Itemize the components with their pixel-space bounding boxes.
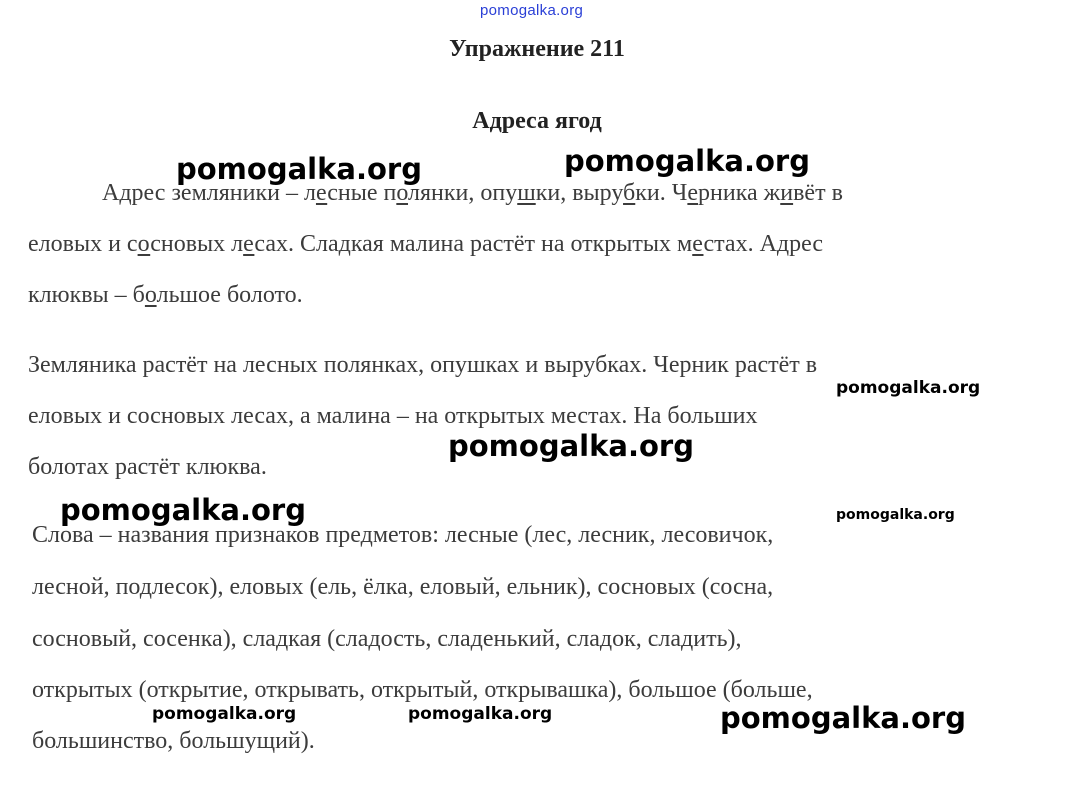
watermark: pomogalka.org	[836, 507, 955, 523]
paragraph2-line: болотах растёт клюква.	[28, 454, 267, 480]
paragraph3-line: открытых (открытие, открывать, открытый, открывашка), большое (больше,	[32, 677, 813, 703]
paragraph3-line: большинство, большущий).	[32, 728, 315, 754]
paragraph1-line1: Адрес земляники – лесные полянки, опушки, вырубки. Черника живёт в	[102, 180, 843, 206]
paragraph1-line3: клюквы – большое болото.	[28, 282, 303, 308]
paragraph1-line2: еловых и сосновых лесах. Сладкая малина растёт на открытых местах. Адрес	[28, 231, 824, 257]
watermark: pomogalka.org	[176, 152, 422, 186]
watermark: pomogalka.org	[836, 378, 981, 398]
site-link[interactable]: pomogalka.org	[480, 2, 584, 19]
paragraph2-line: Земляника растёт на лесных полянках, опушках и вырубках. Черник растёт в	[28, 352, 818, 378]
paragraph2-line: еловых и сосновых лесах, а малина – на открытых местах. На больших	[28, 403, 758, 429]
watermark: pomogalka.org	[564, 144, 810, 178]
watermark: pomogalka.org	[448, 429, 694, 463]
watermark: pomogalka.org	[720, 701, 966, 735]
paragraph3-line: сосновый, сосенка), сладкая (сладость, сладенький, сладок, сладить),	[32, 626, 742, 652]
watermark: pomogalka.org	[60, 493, 306, 527]
paragraph3-line: Слова – названия признаков предметов: лесные (лес, лесник, лесовичок,	[32, 522, 774, 548]
paragraph3-line: лесной, подлесок), еловых (ель, ёлка, еловый, ельник), сосновых (сосна,	[32, 574, 774, 600]
watermark: pomogalka.org	[152, 704, 297, 724]
watermark: pomogalka.org	[408, 704, 553, 724]
text-title: Адреса ягод	[472, 108, 602, 134]
exercise-heading: Упражнение 211	[449, 36, 625, 62]
